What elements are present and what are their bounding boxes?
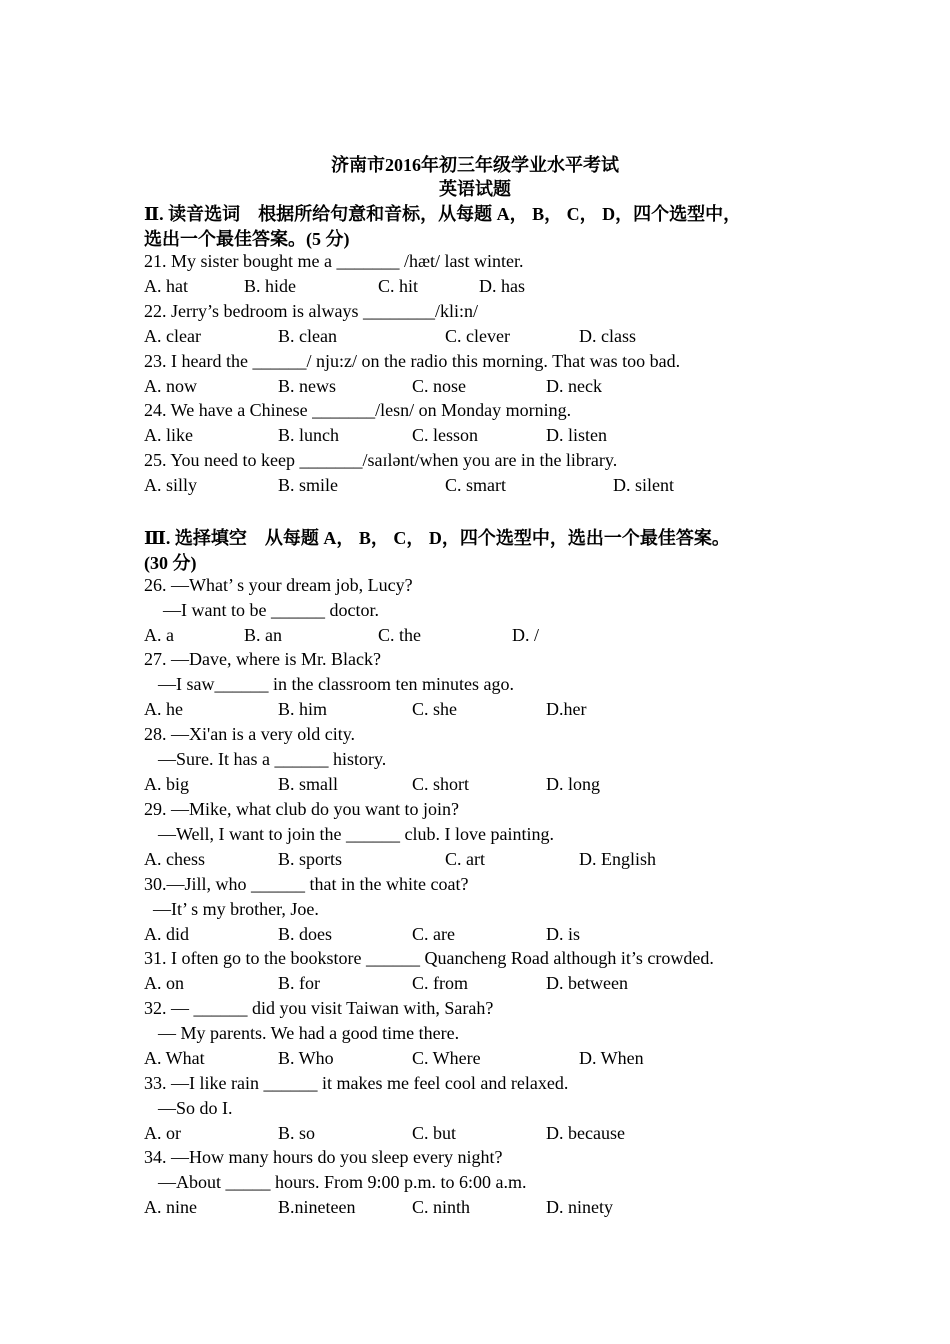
options-28 [0, 773, 950, 795]
option-a: A. big [144, 774, 189, 794]
option-d: D. English [579, 849, 657, 869]
section-2-heading: Ⅱ. 读音选词 根据所给句意和音标，从每题 A， B， C， D，四个选型中， [144, 204, 742, 224]
options-27 [0, 698, 950, 720]
options-26 [0, 624, 950, 646]
options-31 [0, 972, 950, 994]
question-23: 23. I heard the ______/ nju:z/ on the radio this morning. That was too bad. [144, 351, 681, 371]
option-b: B. news [278, 376, 336, 396]
option-b: B. small [278, 774, 339, 794]
options-21 [0, 275, 950, 297]
option-b: B. for [278, 973, 320, 993]
options-22 [0, 325, 950, 347]
option-c: C. but [412, 1123, 457, 1143]
option-a: A. like [144, 425, 193, 445]
section-3-heading: Ⅲ. 选择填空 从每题 A， B， C， D，四个选型中，选出一个最佳答案。 [144, 528, 730, 548]
question-28-reply: —Sure. It has a ______ history. [158, 749, 387, 769]
section-3-heading-cont: (30 分) [144, 553, 197, 573]
option-c: C. art [445, 849, 485, 869]
option-a: A. hat [144, 276, 188, 296]
option-d: D. because [546, 1123, 625, 1143]
options-24 [0, 424, 950, 446]
option-b: B. Who [278, 1048, 334, 1068]
question-24: 24. We have a Chinese _______/lesn/ on Monday morning. [144, 400, 572, 420]
option-c: C. nose [412, 376, 466, 396]
option-c: C. from [412, 973, 468, 993]
option-a: A. on [144, 973, 184, 993]
option-b: B. him [278, 699, 328, 719]
question-29: 29. —Mike, what club do you want to join? [144, 799, 459, 819]
option-c: C. hit [378, 276, 419, 296]
option-d: D. between [546, 973, 628, 993]
option-d: D. When [579, 1048, 644, 1068]
options-33 [0, 1122, 950, 1144]
option-d: D.her [546, 699, 587, 719]
options-32 [0, 1047, 950, 1069]
option-c: C. Where [412, 1048, 481, 1068]
option-a: A. he [144, 699, 183, 719]
option-c: C. short [412, 774, 470, 794]
options-30 [0, 923, 950, 945]
option-b: B. an [244, 625, 282, 645]
option-d: D. long [546, 774, 600, 794]
option-b: B. so [278, 1123, 316, 1143]
option-a: A. or [144, 1123, 181, 1143]
question-29-reply: —Well, I want to join the ______ club. I love painting. [158, 824, 554, 844]
option-d: D. ninety [546, 1197, 613, 1217]
exam-subtitle: 英语试题 [439, 179, 511, 199]
question-27-reply: —I saw______ in the classroom ten minutes ago. [158, 674, 514, 694]
option-a: A. What [144, 1048, 205, 1068]
question-31: 31. I often go to the bookstore ______ Quancheng Road although it’s crowded. [144, 948, 714, 968]
question-33: 33. —I like rain ______ it makes me feel cool and relaxed. [144, 1073, 569, 1093]
option-c: C. lesson [412, 425, 479, 445]
question-34: 34. —How many hours do you sleep every night? [144, 1147, 503, 1167]
option-d: D. / [512, 625, 539, 645]
options-29 [0, 848, 950, 870]
question-30: 30.—Jill, who ______ that in the white coat? [144, 874, 469, 894]
option-d: D. listen [546, 425, 607, 445]
question-26: 26. —What’ s your dream job, Lucy? [144, 575, 413, 595]
option-c: C. she [412, 699, 457, 719]
option-c: C. are [412, 924, 455, 944]
section-2-heading-cont: 选出一个最佳答案。(5 分) [144, 229, 350, 249]
question-28: 28. —Xi'an is a very old city. [144, 724, 356, 744]
options-34 [0, 1196, 950, 1218]
option-b: B. lunch [278, 425, 339, 445]
question-32-reply: — My parents. We had a good time there. [158, 1023, 460, 1043]
option-a: A. silly [144, 475, 198, 495]
question-32: 32. — ______ did you visit Taiwan with, Sarah? [144, 998, 494, 1018]
options-23 [0, 375, 950, 397]
question-25: 25. You need to keep _______/saɪlənt/when you are in the library. [144, 450, 618, 470]
option-d: D. neck [546, 376, 602, 396]
option-b: B. sports [278, 849, 343, 869]
question-22: 22. Jerry’s bedroom is always ________/kli:n/ [144, 301, 478, 321]
option-b: B. smile [278, 475, 339, 495]
option-d: D. is [546, 924, 581, 944]
option-a: A. a [144, 625, 174, 645]
options-25 [0, 474, 950, 496]
option-c: C. clever [445, 326, 510, 346]
option-c: C. the [378, 625, 421, 645]
option-a: A. chess [144, 849, 205, 869]
option-d: D. silent [613, 475, 674, 495]
option-d: D. has [479, 276, 525, 296]
question-26-reply: —I want to be ______ doctor. [163, 600, 379, 620]
question-27: 27. —Dave, where is Mr. Black? [144, 649, 381, 669]
question-21: 21. My sister bought me a _______ /hæt/ last winter. [144, 251, 524, 271]
question-34-reply: —About _____ hours. From 9:00 p.m. to 6:00 a.m. [158, 1172, 527, 1192]
option-c: C. ninth [412, 1197, 471, 1217]
option-b: B. clean [278, 326, 337, 346]
option-b: B.nineteen [278, 1197, 356, 1217]
exam-title: 济南市2016年初三年级学业水平考试 [331, 155, 619, 175]
question-30-reply: —It’ s my brother, Joe. [153, 899, 319, 919]
option-d: D. class [579, 326, 636, 346]
option-a: A. nine [144, 1197, 197, 1217]
option-b: B. hide [244, 276, 296, 296]
option-b: B. does [278, 924, 332, 944]
option-a: A. did [144, 924, 189, 944]
option-c: C. smart [445, 475, 506, 495]
question-33-reply: —So do I. [158, 1098, 233, 1118]
option-a: A. clear [144, 326, 201, 346]
option-a: A. now [144, 376, 197, 396]
